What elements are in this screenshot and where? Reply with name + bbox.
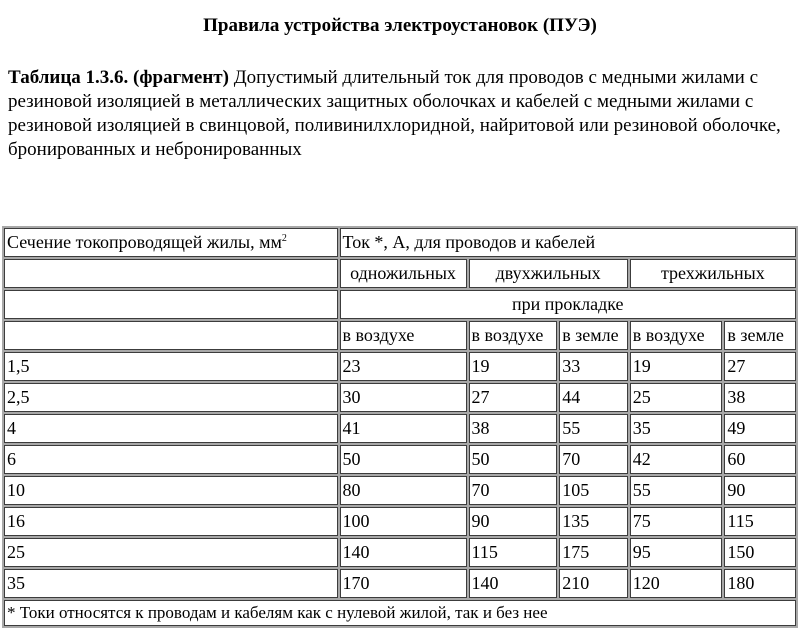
value-cell: 70 [469, 476, 558, 505]
value-cell: 44 [559, 383, 628, 412]
value-cell: 38 [469, 414, 558, 443]
header-row [4, 228, 796, 257]
section-header-cell: Сечение токопроводящей жилы, $мм^2$ [4, 228, 338, 257]
value-cell: 55 [559, 414, 628, 443]
footnote-row [4, 600, 796, 626]
table-row [4, 414, 796, 443]
value-cell: 23 [340, 352, 467, 381]
value-cell: 135 [559, 507, 628, 536]
section-cell: 16 [4, 507, 338, 536]
laying-row [4, 290, 796, 319]
value-cell: 49 [724, 414, 796, 443]
core-type-row [4, 259, 796, 288]
section-cell: 2,5 [4, 383, 338, 412]
value-cell: 42 [630, 445, 723, 474]
value-cell: 75 [630, 507, 723, 536]
section-cell: 35 [4, 569, 338, 598]
section-cell: 25 [4, 538, 338, 567]
value-cell: 30 [340, 383, 467, 412]
laying-labels-row [4, 321, 796, 350]
table-row [4, 538, 796, 567]
value-cell: 95 [630, 538, 723, 567]
table-row [4, 383, 796, 412]
value-cell: 120 [630, 569, 723, 598]
laying-label-cell: в воздухе [630, 321, 723, 350]
empty-cell [4, 259, 338, 288]
section-cell: 4 [4, 414, 338, 443]
table-row [4, 569, 796, 598]
table-row [4, 476, 796, 505]
laying-label-cell: в земле [559, 321, 628, 350]
table-row [4, 445, 796, 474]
value-cell: 175 [559, 538, 628, 567]
section-cell: 10 [4, 476, 338, 505]
laying-label-cell: в земле [724, 321, 796, 350]
value-cell: 41 [340, 414, 467, 443]
value-cell: 210 [559, 569, 628, 598]
value-cell: 80 [340, 476, 467, 505]
value-cell: 60 [724, 445, 796, 474]
value-cell: 38 [724, 383, 796, 412]
core-type-single: одножильных [340, 259, 467, 288]
core-type-three: трехжильных [630, 259, 796, 288]
table-row [4, 352, 796, 381]
table-row [4, 507, 796, 536]
value-cell: 35 [630, 414, 723, 443]
section-cell: 1,5 [4, 352, 338, 381]
empty-cell [4, 290, 338, 319]
value-cell: 25 [630, 383, 723, 412]
value-cell: 27 [724, 352, 796, 381]
value-cell: 115 [469, 538, 558, 567]
table-caption-text: Допустимый длительный ток для проводов с медными жилами с резиновой изоляцией в металлических защитных оболочках и кабелей с медными жилами с резиновой изоляцией в свинцовой, поливинилхлоридной, найритовой или резиновой оболочке, бронированных и небронированных [8, 67, 781, 160]
value-cell: 150 [724, 538, 796, 567]
section-cell: 6 [4, 445, 338, 474]
value-cell: 90 [469, 507, 558, 536]
table-caption [8, 66, 798, 162]
value-cell: 27 [469, 383, 558, 412]
value-cell: 19 [630, 352, 723, 381]
laying-header-cell: при прокладке [340, 290, 796, 319]
value-cell: 70 [559, 445, 628, 474]
value-cell: 50 [340, 445, 467, 474]
current-header-cell: Ток *, А, для проводов и кабелей [340, 228, 796, 257]
value-cell: 140 [469, 569, 558, 598]
value-cell: 55 [630, 476, 723, 505]
footnote-cell: * Токи относятся к проводам и кабелям как с нулевой жилой, так и без нее [4, 600, 796, 626]
value-cell: 170 [340, 569, 467, 598]
laying-label-cell: в воздухе [469, 321, 558, 350]
value-cell: 140 [340, 538, 467, 567]
laying-label-cell: в воздухе [340, 321, 467, 350]
document-title: Правила устройства электроустановок (ПУЭ) [203, 15, 597, 36]
empty-cell [4, 321, 338, 350]
current-table [2, 226, 798, 628]
value-cell: 100 [340, 507, 467, 536]
value-cell: 33 [559, 352, 628, 381]
value-cell: 19 [469, 352, 558, 381]
value-cell: 50 [469, 445, 558, 474]
core-type-two: двухжильных [469, 259, 628, 288]
value-cell: 115 [724, 507, 796, 536]
table-caption-label: Таблица 1.3.6. (фрагмент) [8, 67, 229, 88]
value-cell: 105 [559, 476, 628, 505]
value-cell: 90 [724, 476, 796, 505]
value-cell: 180 [724, 569, 796, 598]
